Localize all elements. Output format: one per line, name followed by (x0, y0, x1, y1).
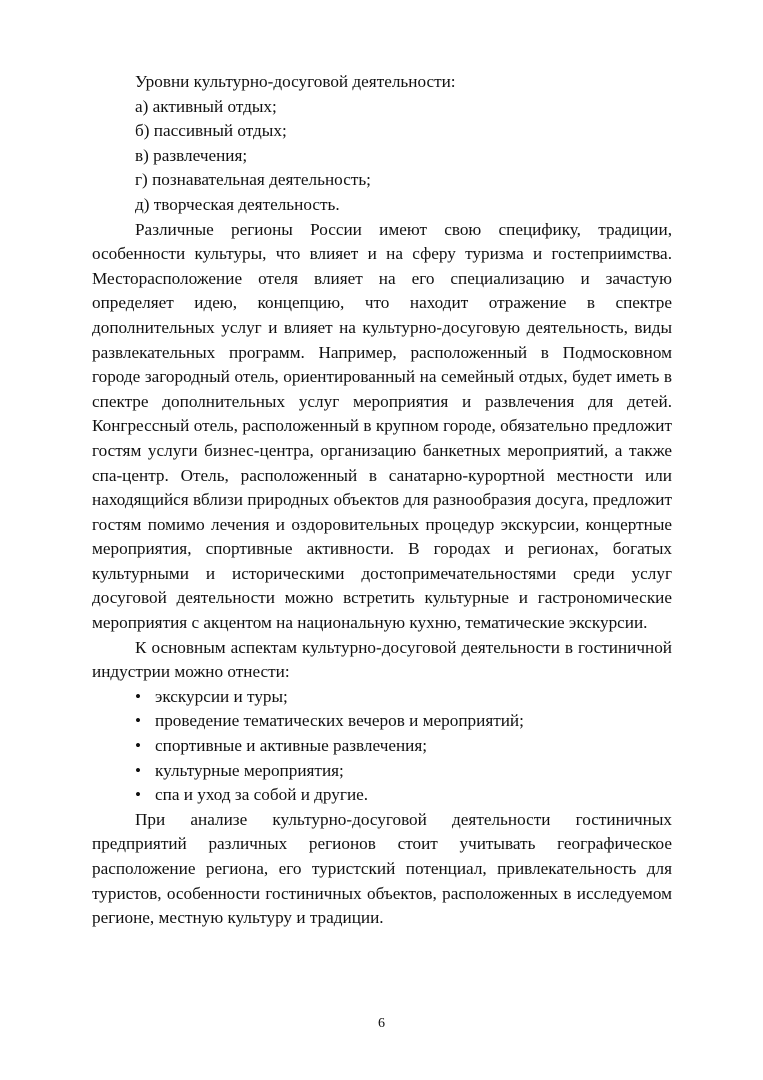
levels-heading: Уровни культурно-досуговой деятельности: (135, 72, 456, 91)
bullet-icon: • (135, 711, 142, 731)
levels-list (92, 95, 672, 218)
aspects-item-text: спа и уход за собой и другие. (155, 785, 369, 805)
bullet-icon: • (135, 785, 142, 805)
aspects-item-text: проведение тематических вечеров и мероприятий; (155, 711, 524, 731)
aspects-list (92, 685, 672, 808)
bullet-icon: • (135, 686, 142, 706)
levels-item-e: д) творческая деятельность. (135, 194, 340, 214)
bullet-icon: • (135, 760, 142, 780)
page-number: 6 (378, 1016, 385, 1031)
bullet-icon: • (135, 736, 142, 756)
paragraph-analysis: При анализе культурно-досуговой деятельности гостиничных предприятий различных регионов стоит учитывать географическое расположение региона, его туристский потенциал, привлекательность для туристов, особенности гостиничных объектов, расположенных в исследуемом регионе, местную культуру и традиции. (92, 809, 672, 928)
aspects-item (92, 685, 672, 710)
paragraph-aspects-intro: К основным аспектам культурно-досуговой деятельности в гостиничной индустрии можно отнести: (92, 637, 672, 682)
aspects-item-text: культурные мероприятия; (155, 760, 344, 780)
levels-item-d: г) познавательная деятельность; (135, 170, 371, 190)
levels-item-a: а) активный отдых; (135, 96, 277, 116)
aspects-item (92, 709, 672, 734)
levels-item-c: в) развлечения; (135, 145, 248, 165)
aspects-item (92, 783, 672, 808)
page-body (92, 70, 672, 931)
aspects-item (92, 759, 672, 784)
aspects-item-text: спортивные и активные развлечения; (155, 736, 428, 756)
aspects-item (92, 734, 672, 759)
aspects-item-text: экскурсии и туры; (155, 686, 288, 706)
levels-item-b: б) пассивный отдых; (135, 121, 287, 141)
paragraph-regions: Различные регионы России имеют свою специфику, традиции, особенности культуры, что влияет и на сферу туризма и гостеприимства. Месторасположение отеля влияет на его специализацию и зачастую определяет идею, концепцию, что находит отражение в спектре дополнительных услуг и влияет на культурно-досуговую деятельность, виды развлекательных программ. Например, расположенный в Подмосковном городе загородный отель, ориентированный на семейный отдых, будет иметь в спектре дополнительных услуг мероприятия и развлечения для детей. Конгрессный отель, расположенный в крупном городе, обязательно предложит гостям услуги бизнес-центра, организацию банкетных мероприятий, а также спа-центр. Отель, расположенный в санатарно-курортной местности или находящийся вблизи природных объектов для разнообразия досуга, предложит гостям помимо лечения и оздоровительных процедур экскурсии, концертные мероприятия, спортивные активности. В городах и регионах, богатых культурными и историческими достопримечательностями среди услуг досуговой деятельности можно встретить культурные и гастрономические мероприятия с акцентом на национальную кухню, тематические экскурсии. (92, 219, 672, 633)
